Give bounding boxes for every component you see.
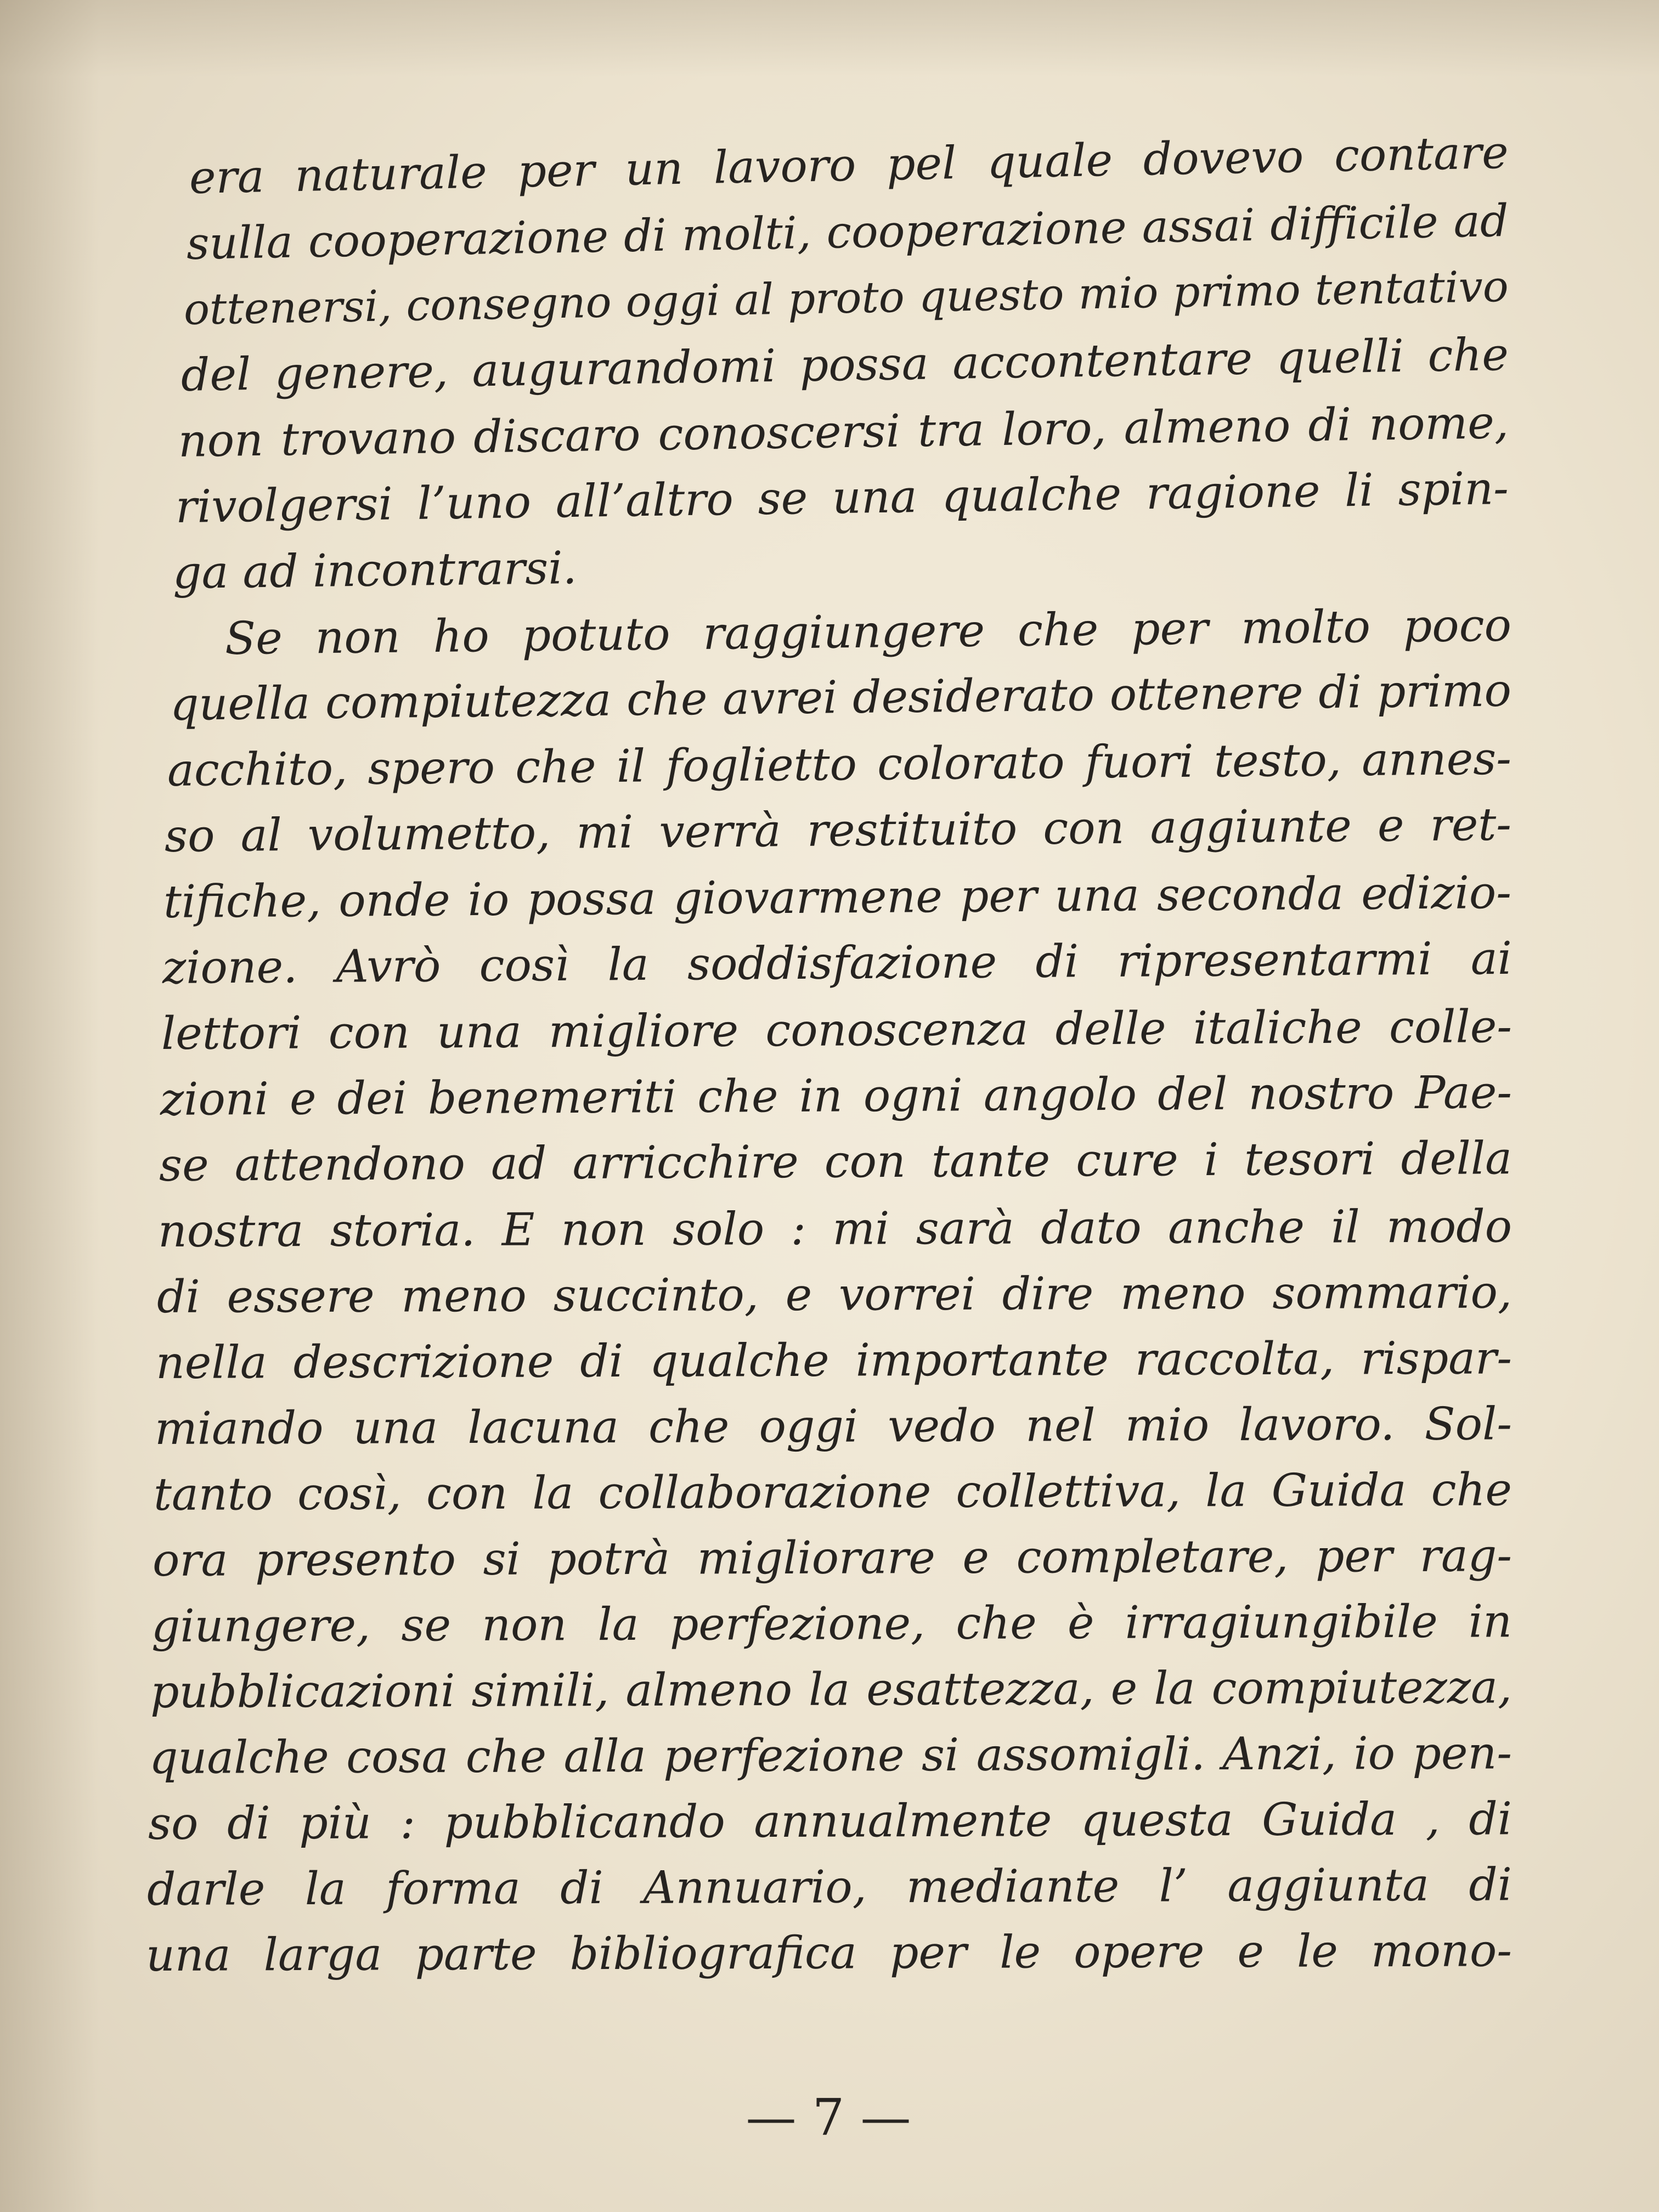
text-line: giungere, se non la perfezione, che è irragiungibile in xyxy=(151,1595,1513,1652)
text-line: una larga parte bibliografica per le opere e le mono- xyxy=(145,1925,1513,1982)
text-line: ga ad incontrarsi. xyxy=(172,542,578,599)
text-line: di essere meno succinto, e vorrei dire meno sommario, xyxy=(156,1266,1513,1323)
text-line: pubblicazioni simili, almeno la esattezza, e la compiutezza, xyxy=(150,1661,1513,1718)
text-line: lettori con una migliore conoscenza delle italiche colle- xyxy=(161,1001,1513,1060)
text-line: non trovano discaro conoscersi tra loro, almeno di nome, xyxy=(178,397,1509,467)
text-line: zione. Avrò così la soddisfazione di ripresentarmi ai xyxy=(162,932,1513,994)
text-line: rivolgersi l’uno all’altro se una qualche ragione li spin- xyxy=(175,462,1509,533)
text-line: miando una lacuna che oggi vedo nel mio lavoro. Sol- xyxy=(154,1398,1513,1455)
text-line: tifiche, onde io possa giovarmene per una seconda edizio- xyxy=(163,866,1512,928)
text-line: sulla cooperazione di molti, cooperazione assai difficile ad xyxy=(186,195,1509,270)
text-line: ora presento si potrà migliorare e completare, per rag- xyxy=(152,1530,1513,1587)
text-line: tanto così, con la collaborazione collettiva, la Guida che xyxy=(153,1464,1513,1521)
text-line: so al volumetto, mi verrà restituito con aggiunte e ret- xyxy=(164,798,1512,862)
text-line: qualche cosa che alla perfezione si assomigli. Anzi, io pen- xyxy=(149,1727,1513,1784)
text-line: nostra storia. E non solo : mi sarà dato anche il modo xyxy=(157,1200,1513,1257)
text-line: era naturale per un lavoro pel quale dovevo contare xyxy=(189,126,1509,204)
text-line: darle la forma di Annuario, mediante l’ aggiunta di xyxy=(146,1859,1513,1916)
text-line: Se non ho potuto raggiungere che per molto poco xyxy=(224,599,1512,665)
text-line: ottenersi, consegno oggi al proto questo mio primo tentativo xyxy=(183,262,1509,335)
text-line: zioni e dei benemeriti che in ogni angolo del nostro Pae- xyxy=(160,1066,1513,1126)
text-line: so di più : pubblicando annualmente questa Guida , di xyxy=(148,1793,1513,1850)
text-line: quella compiutezza che avrei desiderato ottenere di primo xyxy=(170,664,1512,731)
text-line: se attendono ad arricchire con tante cure i tesori della xyxy=(159,1132,1513,1192)
text-line: nella descrizione di qualche importante raccolta, rispar- xyxy=(155,1332,1513,1389)
page-number: — 7 — xyxy=(746,2088,911,2147)
text-line: acchito, spero che il foglietto colorato fuori testo, annes- xyxy=(167,732,1512,797)
text-line: del genere, augurandomi possa accontentare quelli che xyxy=(180,328,1509,402)
